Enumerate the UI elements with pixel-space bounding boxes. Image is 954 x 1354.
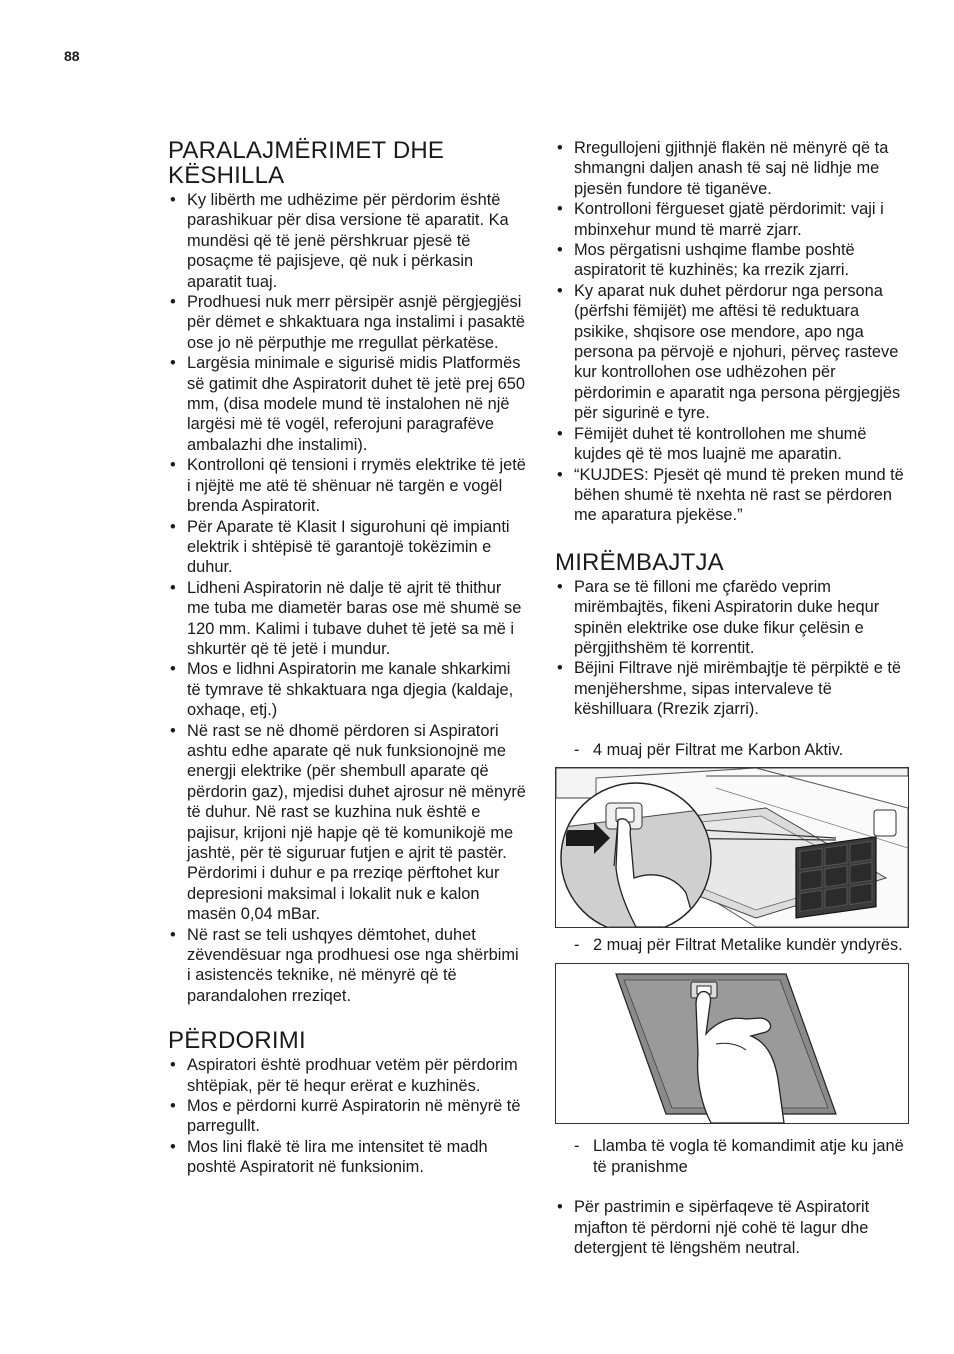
list-item: • Kontrolloni që tensioni i rrymës elektrike të jetë i njëjtë me atë të shënuar në targën e vogël brenda Aspiratorit. [168, 455, 526, 516]
cleaning-list [555, 1197, 911, 1258]
list-item: • Në rast se teli ushqyes dëmtohet, duhet zëvendësuar nga prodhuesi ose nga shërbimi i asistencës teknike, në mënyrë që të parandalohen rreziqet. [168, 925, 526, 1007]
list-item: • Ky aparat nuk duhet përdorur nga persona (përfshi fëmijët) me aftësi të reduktuara psikike, shqisore ose mendore, apo nga persona pa përvojë e njohuri, përveç rasteve kur kontrollohen ose udhëzohen për përdorimin e aparatit nga persona përgjegjës për sigurinë e tyre. [555, 281, 911, 424]
list-item: • Lidheni Aspiratorin në dalje të ajrit të thithur me tuba me diametër baras ose më shumë se 120 mm. Kalimi i tubave duhet të jetë sa më i shkurtër që të jetë i mundur. [168, 578, 526, 660]
list-item: • “KUJDES: Pjesët që mund të preken mund të bëhen shumë të nxehta në rast se përdoren me aparatura pjekëse.” [555, 465, 911, 526]
maintenance-heading: MIRËMBAJTJA [555, 548, 724, 576]
carbon-filter-interval: - 4 muaj për Filtrat me Karbon Aktiv. [555, 740, 911, 760]
warnings-list [168, 190, 526, 1006]
list-item: • Kontrolloni fërgueset gjatë përdorimit: vaji i mbinxehur mund të marrë zjarr. [555, 199, 911, 240]
page-number: 88 [64, 48, 80, 64]
list-item: • Prodhuesi nuk merr përsipër asnjë përgjegjësi për dëmet e shkaktuara nga instalimi i pasaktë ose jo në përputhje me rregullat përkatëse. [168, 292, 526, 353]
left-column [168, 138, 526, 1178]
metal-filter-interval: - 2 muaj për Filtrat Metalike kundër yndyrës. [555, 935, 911, 955]
list-item: • Në rast se në dhomë përdoren si Aspiratori ashtu edhe aparate që nuk funksionojnë me energji elektrike (për shembull aparate që përdorin gaz), mjedisi duhet ajrosur në mënyrë të duhur. Në rast se kuzhina nuk është e pajisur, krijoni një hapje që të komunikojë me jashtë, për të siguruar futjen e ajrit të pastër. Përdorimi i duhur e pa rreziqe përftohet kur depresioni maksimal i lokalit nuk e kalon masën 0,04 mBar. [168, 721, 526, 925]
metal-filter-illustration [555, 963, 909, 1124]
list-item: • Rregullojeni gjithnjë flakën në mënyrë që ta shmangni daljen anash të saj në lidhje me pjesën fundore të tiganëve. [555, 138, 911, 199]
usage-heading: PËRDORIMI [168, 1027, 306, 1055]
carbon-filter-illustration [555, 767, 909, 928]
list-item: • Mos lini flakë të lira me intensitet të madh poshtë Aspiratorit në funksionim. [168, 1137, 526, 1178]
list-item: • Mos përgatisni ushqime flambe poshtë aspiratorit të kuzhinës; ka rrezik zjarri. [555, 240, 911, 281]
list-item: • Largësia minimale e sigurisë midis Platformës së gatimit dhe Aspiratorit duhet të jetë prej 650 mm, (disa modele mund të instalohen në një largësi më të vogël, referojuni paragrafëve ambalazhi dhe instalimi). [168, 353, 526, 455]
list-item: • Fëmijët duhet të kontrollohen me shumë kujdes që të mos luajnë me aparatin. [555, 424, 911, 465]
list-item: • Mos e lidhni Aspiratorin me kanale shkarkimi të tymrave të shkaktuara nga djegia (kaldaje, oxhaqe, etj.) [168, 659, 526, 720]
list-item: • Para se të filloni me çfarëdo veprim mirëmbajtës, fikeni Aspiratorin duke hequr spinën elektrike ose duke fikur çelësin e përgjithshëm të korrentit. [555, 577, 911, 659]
maintenance-list [555, 577, 911, 720]
list-item: • Për pastrimin e sipërfaqeve të Aspiratorit mjafton të përdorni një cohë të lagur dhe detergjent të lëngshëm neutral. [555, 1197, 911, 1258]
usage-list [168, 1055, 526, 1177]
list-item: • Ky libërth me udhëzime për përdorim është parashikuar për disa versione të aparatit. Ka mundësi që të jenë përshkruar pjesë të posaçme të pajisjeve, që nuk i përkasin aparatit tuaj. [168, 190, 526, 292]
list-item: • Aspiratori është prodhuar vetëm për përdorim shtëpiak, për të hequr erërat e kuzhinës. [168, 1055, 526, 1096]
warnings-heading: PARALAJMËRIMET DHE KËSHILLA [168, 137, 445, 189]
right-column [555, 138, 911, 1258]
list-item: • Mos e përdorni kurrë Aspiratorin në mënyrë të parregullt. [168, 1096, 526, 1137]
warnings-list-continued [555, 138, 911, 526]
lamps-note: - Llamba të vogla të komandimit atje ku janë të pranishme [555, 1136, 911, 1177]
list-item: • Bëjini Filtrave një mirëmbajtje të përpiktë e të menjëhershme, sipas intervaleve të këshilluara (Rrezik zjarri). [555, 658, 911, 719]
list-item: • Për Aparate të Klasit I sigurohuni që impianti elektrik i shtëpisë të garantojë tokëzimin e duhur. [168, 517, 526, 578]
